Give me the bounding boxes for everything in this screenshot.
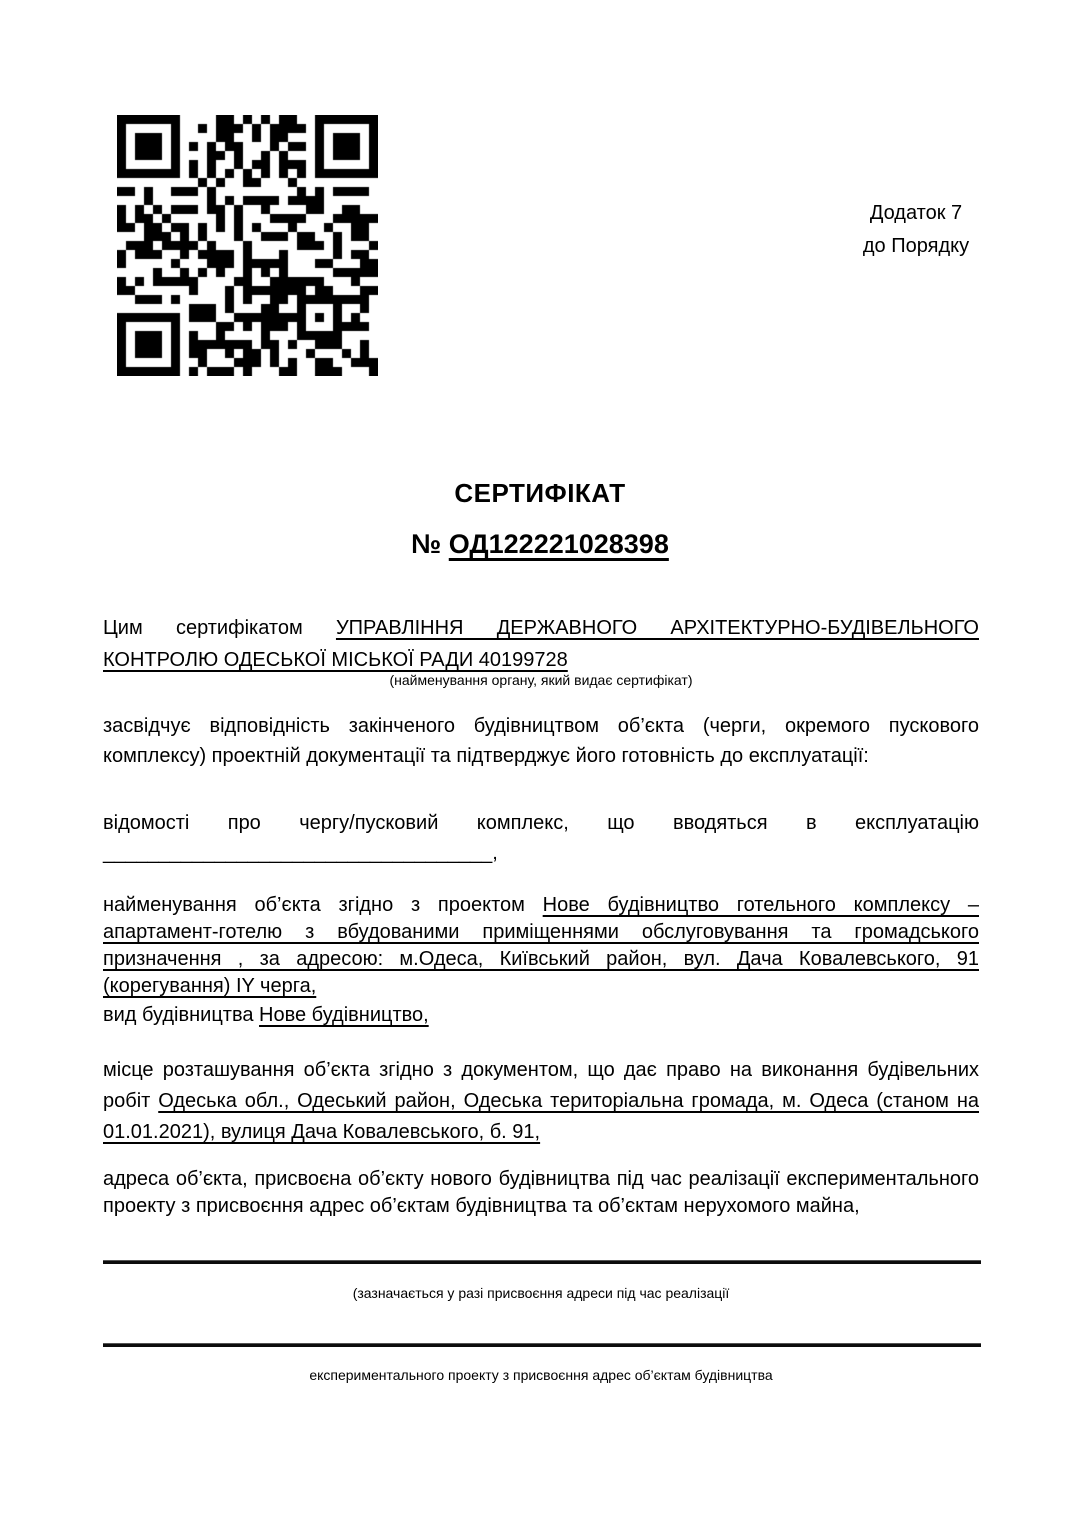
horizontal-rule-1 — [103, 1260, 981, 1264]
horizontal-rule-2 — [103, 1343, 981, 1347]
issuer-name: УПРАВЛІННЯ ДЕРЖАВНОГО АРХІТЕКТУРНО-БУДІВЕЛЬНОГО КОНТРОЛЮ ОДЕСЬКОЇ МІСЬКОЇ РАДИ 40199728 — [103, 617, 979, 671]
document-title: СЕРТИФІКАТ — [454, 478, 626, 508]
certificate-number: ОД122221028398 — [448, 529, 669, 559]
issuer-caption: (найменування органу, який видає сертифікат) — [389, 672, 693, 688]
location-prefix: місце розташування об’єкта згідно з документом, що дає право на виконання будівельних робіт — [103, 1059, 979, 1112]
qr-code — [117, 115, 378, 376]
stage-info-paragraph — [103, 808, 979, 868]
issuer-prefix: Цим сертифікатом — [103, 617, 336, 639]
location-paragraph — [103, 1055, 979, 1148]
stage-info-blank-line: ___________________________________, — [103, 842, 498, 864]
number-sign: № — [411, 529, 442, 559]
document-number — [0, 529, 1080, 560]
stage-info-text: відомості про чергу/пусковий комплекс, що вводяться в експлуатацію — [103, 812, 979, 834]
object-name-paragraph — [103, 892, 979, 1000]
location-value: Одеська обл., Одеський район, Одеська територіальна громада, м. Одеса (станом на 01.01.2021), вулиця Дача Ковалевського, б. 91, — [103, 1090, 979, 1143]
construction-type-prefix: вид будівництва — [103, 1004, 260, 1026]
address-paragraph: адреса об’єкта, присвоєна об’єкту нового будівництва під час реалізації експериментального проекту з присвоєння адрес об’єктам будівництва та об’єктам нерухомого майна, — [103, 1168, 979, 1217]
construction-type-value: Нове будівництво, — [259, 1004, 429, 1026]
annex-line-2: до Порядку — [862, 235, 970, 257]
issuer-paragraph — [103, 612, 979, 676]
annex-line-1: Додаток 7 — [869, 202, 963, 224]
certifies-paragraph: засвідчує відповідність закінченого будівництвом об’єкта (черги, окремого пускового комплексу) проектній документації та підтверджує його готовність до експлуатації: — [103, 715, 979, 767]
footnote-line-2: експериментального проекту з присвоєння адрес об’єктам будівництва — [309, 1367, 773, 1383]
object-name-value: Нове будівництво готельного комплексу – апартамент-готелю з вбудованими приміщеннями обслуговування та громадського призначення , за адресою: м.Одеса, Київський район, вул. Дача Ковалевського, 91 (корегування) ІY черга, — [103, 894, 979, 997]
annex-reference — [856, 197, 976, 263]
construction-type-paragraph — [103, 1002, 979, 1029]
footnote-line-1: (зазначається у разі присвоєння адреси під час реалізації — [352, 1285, 730, 1301]
object-name-prefix: найменування об’єкта згідно з проектом — [103, 894, 543, 916]
